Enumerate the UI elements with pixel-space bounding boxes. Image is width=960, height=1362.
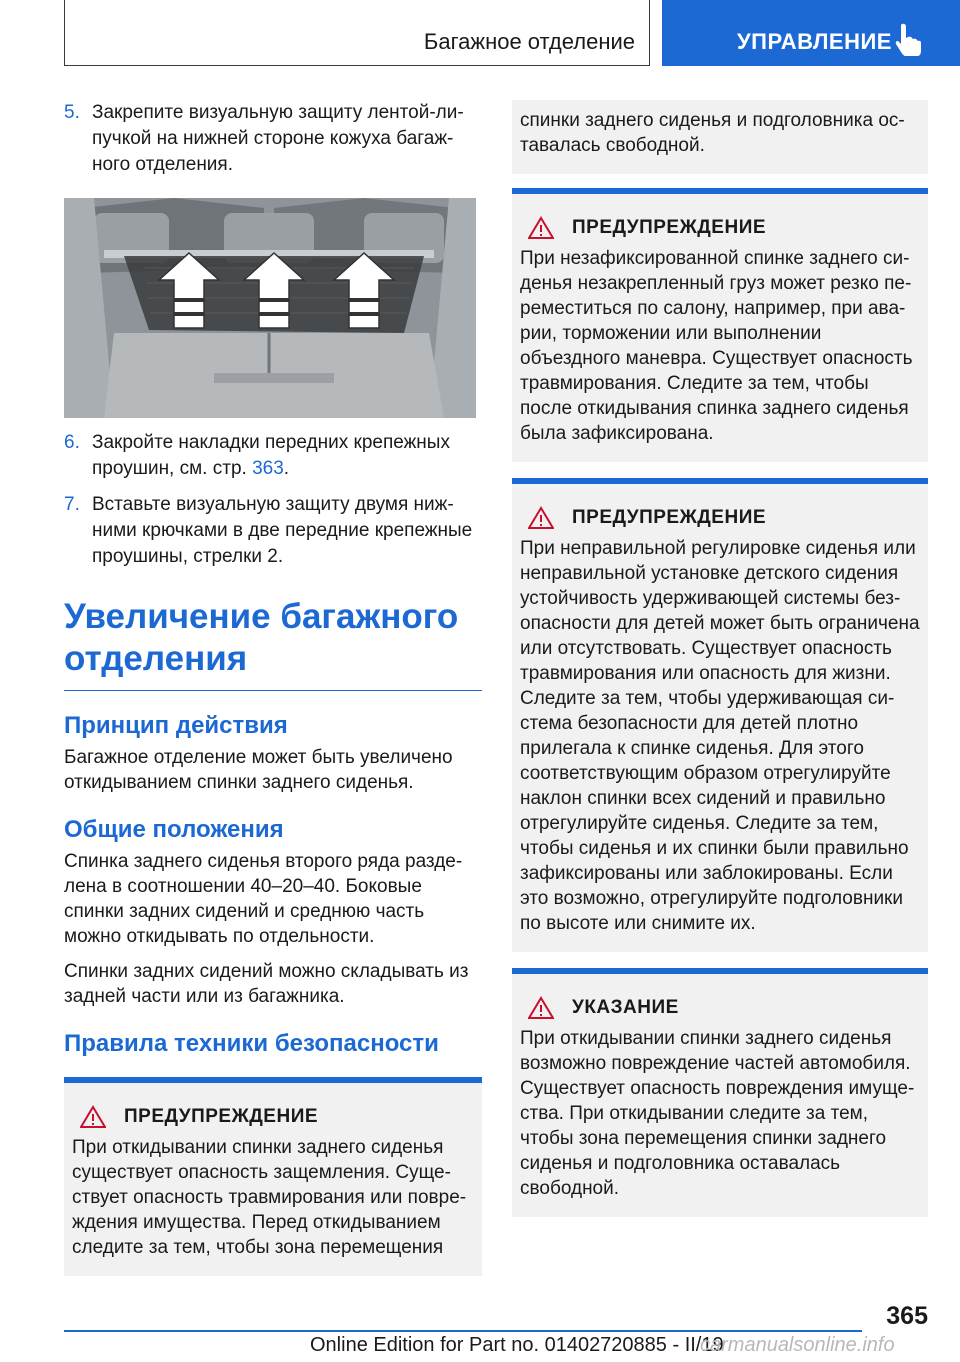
- principle-text: Багажное отделение может быть увеличено откидыванием спинки заднего сиденья.: [64, 747, 453, 793]
- notice-title-row: [520, 506, 920, 530]
- header-chapter-tab[interactable]: [662, 0, 960, 66]
- notice-text: При откидывании спинки заднего сиденья существует опасность защемления. Существует опасность травмирования или повреждения имущества. Перед откидыванием следите за тем, чтобы зона перемещения: [72, 1137, 467, 1258]
- step-number: 6.: [64, 432, 80, 453]
- step-number: 7.: [64, 494, 80, 515]
- general-paragraph-1: Спинка заднего сиденья второго ряда разделена в соотношении 40–20–40. Боковые спинки задних сидений и среднюю часть можно откидывать по отдельности.: [64, 851, 463, 947]
- warning-notice-2: [512, 188, 928, 462]
- header-chapter-label: УПРАВЛЕНИЕ: [737, 29, 892, 54]
- notice-text: При неправильной регулировке сиденья или неправильной установке детского сидения устойчивость удерживающей системы безопасности для детей может быть ограничена или отсутствовать. Существует опасность травмирования или опасность для жизни. Следите за тем, чтобы удерживающая система безопасности для детей плотно прилегала к спинке сиденья. Для этого соответствующим образом отрегулируйте наклон спинки всех сидений и правильно отрегулируйте сиденья. Следите за тем, чтобы сиденья и их спинки были правильно зафиксированы или заблокированы. Если это возможно, отрегулируйте подголовники по высоте или снимите их.: [520, 538, 920, 934]
- step-text: Вставьте визуальную защиту двумя нижними крючками в две передние крепежные проушины, стрелки 2.: [92, 494, 473, 567]
- step-text-suffix: .: [283, 458, 290, 479]
- notice-title: ПРЕДУПРЕЖДЕНИЕ: [124, 1106, 319, 1127]
- footer-divider: [64, 1330, 862, 1332]
- page-link-363[interactable]: 363: [252, 458, 284, 479]
- watermark: carmanualsonline.info: [700, 1334, 895, 1356]
- footer-edition: Online Edition for Part no. 01402720885 - II/19: [310, 1334, 724, 1356]
- header-section-box: [64, 0, 650, 66]
- notice-title: ПРЕДУПРЕЖДЕНИЕ: [572, 507, 767, 528]
- warning-triangle-icon: [528, 996, 554, 1020]
- step-text: Закрепите визуальную защиту лентой-липучкой на нижней стороне кожуха багажного отделения.: [92, 102, 464, 175]
- notice-title: ПРЕДУПРЕЖДЕНИЕ: [572, 217, 767, 238]
- header-section-title: Багажное отделение: [423, 29, 635, 54]
- hand-pointer-icon: [894, 22, 922, 56]
- step-text-main: Закройте накладки передних крепежных проушин, см. стр.: [92, 432, 450, 479]
- warning-notice-1: [64, 1077, 482, 1276]
- step-7: [64, 492, 482, 570]
- cargo-net-figure: [64, 198, 476, 418]
- notice-text: При незафиксированной спинке заднего сиденья незакрепленный груз может резко переместиться по салону, например, при аварии, торможении или выполнении объездного маневра. Существует опасность травмирования. Следите за тем, чтобы после откидывания спинка заднего сиденья была зафиксирована.: [520, 248, 913, 444]
- notice-title-row: [520, 216, 920, 240]
- notice-text: При откидывании спинки заднего сиденья возможно повреждение частей автомобиля. Существует опасность повреждения имущества. При откидывании следите за тем, чтобы зона перемещения спинки заднего сиденья и подголовника оставалась свободной.: [520, 1028, 915, 1199]
- step-text: [92, 430, 482, 482]
- left-column: [64, 100, 482, 1276]
- notice-title-row: [520, 996, 920, 1020]
- general-heading: Общие положения: [64, 816, 284, 843]
- safety-heading: Правила техники безопасности: [64, 1030, 439, 1057]
- step-6: [64, 430, 482, 482]
- warning-triangle-icon: [528, 506, 554, 530]
- caution-notice: [512, 968, 928, 1217]
- notice-text: спинки заднего сиденья и подголовника оставалась свободной.: [520, 110, 905, 156]
- warning-triangle-icon: [80, 1105, 106, 1129]
- warning-notice-3: [512, 478, 928, 952]
- right-column: [512, 100, 928, 1217]
- step-number: 5.: [64, 102, 80, 123]
- step-5: [64, 100, 482, 178]
- notice-title: УКАЗАНИЕ: [572, 997, 679, 1018]
- section-title: Увеличение багажного отделения: [64, 596, 482, 691]
- warning-triangle-icon: [528, 216, 554, 240]
- warning-notice-1-continued: [512, 100, 928, 174]
- general-paragraph-2: Спинки задних сидений можно складывать из задней части или из багажника.: [64, 961, 469, 1007]
- notice-title-row: [72, 1105, 474, 1129]
- page-number: 365: [886, 1302, 928, 1330]
- principle-heading: Принцип действия: [64, 712, 288, 739]
